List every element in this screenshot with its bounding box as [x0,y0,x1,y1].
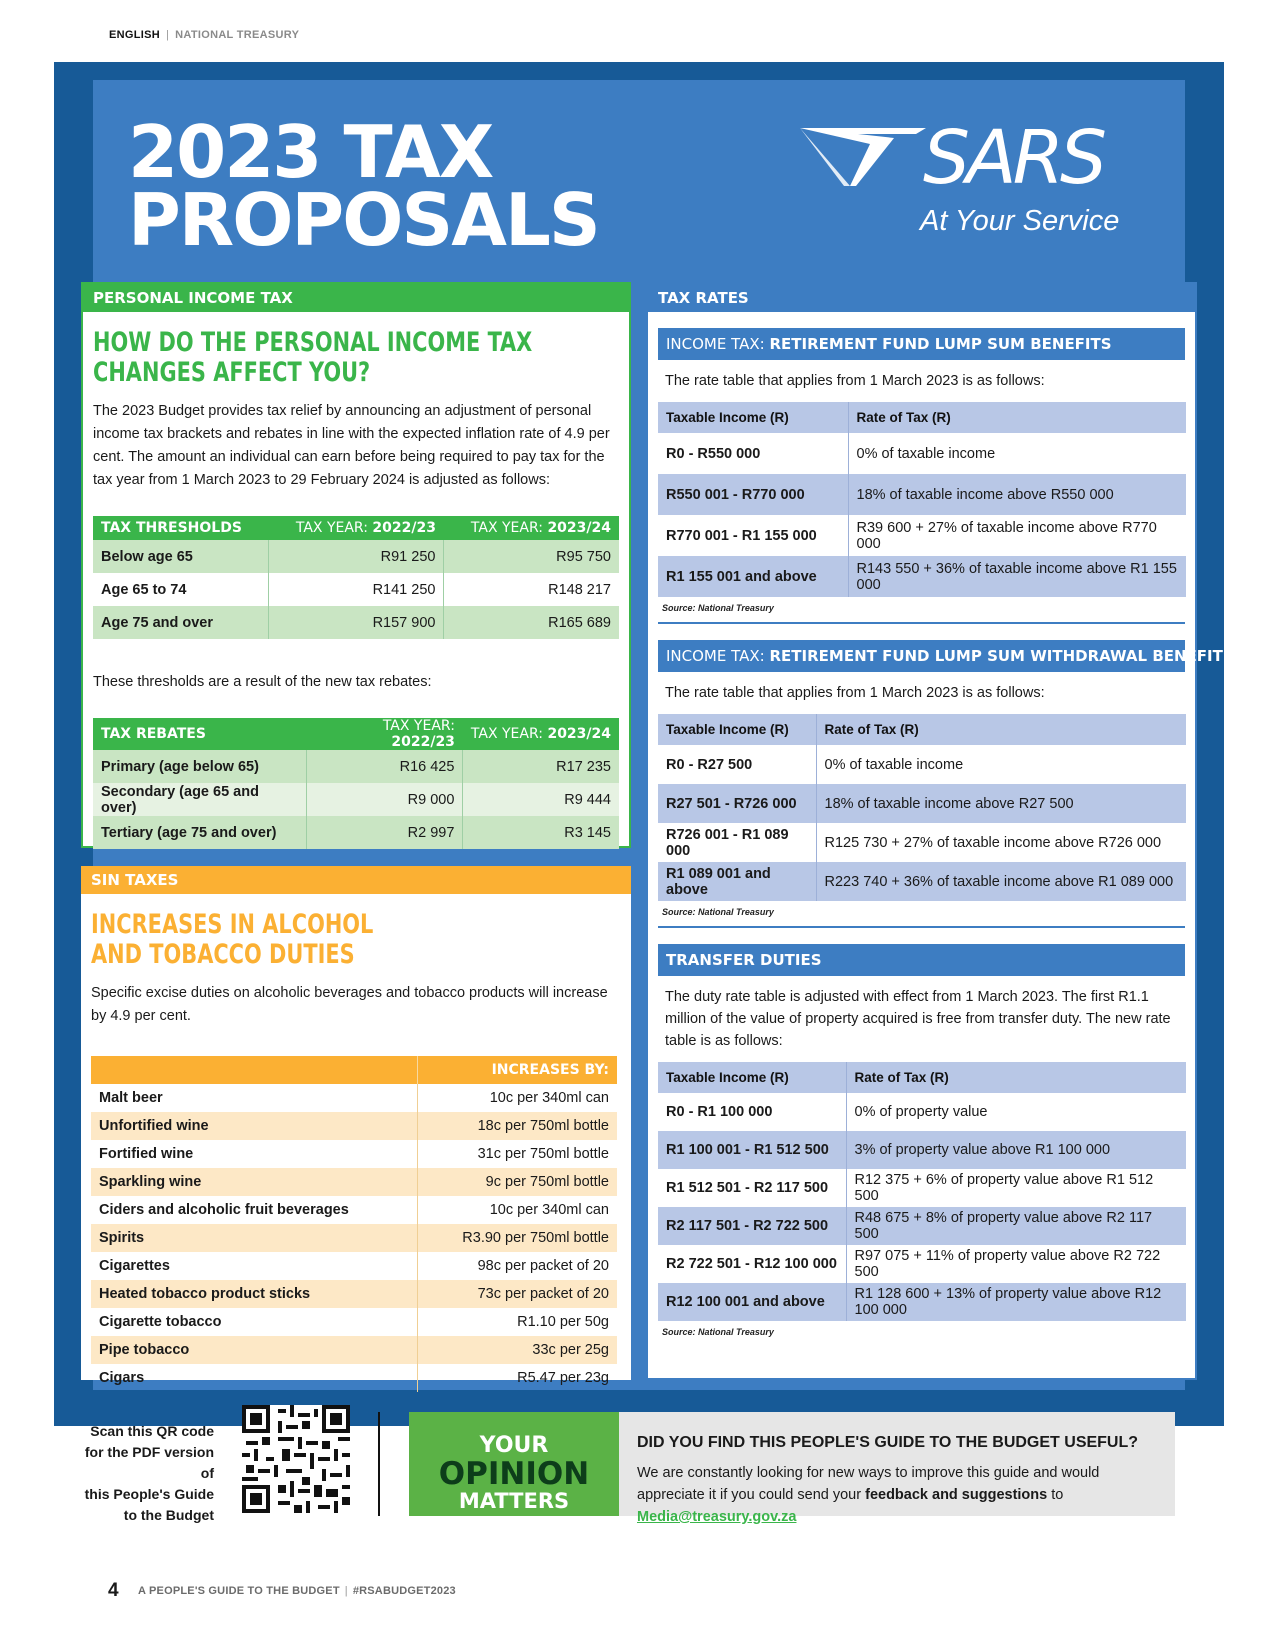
row-label: Below age 65 [93,540,269,573]
table-row [91,1280,617,1308]
row-rate: R48 675 + 8% of property value above R2 117 500 [846,1207,1186,1245]
table-row [91,1168,617,1196]
row-value: 98c per packet of 20 [477,1258,609,1274]
lump-sum-intro: The rate table that applies from 1 March 2023 is as follows: [665,373,1045,389]
row-rate: R12 375 + 6% of property value above R1 512 500 [846,1169,1186,1207]
row-label: Cigarettes [91,1252,417,1280]
table-row [91,1336,617,1364]
row-income: R1 089 001 and above [658,862,816,901]
row-rate: 3% of property value above R1 100 000 [846,1131,1186,1169]
row-value: R3.90 per 750ml bottle [417,1224,617,1252]
source-note: Source: National Treasury [662,907,774,917]
opinion-line: OPINION [438,1456,590,1492]
qr-caption [70,1421,214,1526]
feedback-text: We are constantly looking for new ways to improve this guide and would appreciate it if you could send your feedback and suggestions to Media@treasury.gov.za [637,1465,1100,1525]
personal-title-line-2: CHANGES AFFECT YOU? [93,357,371,388]
row-value: R141 250 [269,573,444,606]
row-income: R0 - R1 100 000 [666,1104,773,1120]
table-row [93,540,619,573]
feedback-box [619,1412,1175,1525]
table-row [93,783,619,816]
lump-sum-table [658,402,1186,597]
source-note: Source: National Treasury [662,603,774,613]
row-value: R16 425 [307,750,463,783]
row-rate: 0% of taxable income [816,745,1186,784]
table-row [658,556,1186,597]
personal-income-tax-panel [81,282,631,848]
row-rate: R223 740 + 36% of taxable income above R1 089 000 [816,862,1186,901]
table-row [91,1364,617,1392]
col-head: Taxable Income (R) [658,714,816,745]
row-income: R0 - R550 000 [666,445,761,462]
table-row [91,1252,617,1280]
sin-taxes-panel [81,866,631,1386]
table-row [91,1224,617,1252]
row-label: Malt beer [91,1084,417,1112]
table-row [91,1196,617,1224]
thresholds-table [93,516,619,639]
transfer-heading: TRANSFER DUTIES [658,944,1185,976]
rates-tag: TAX RATES [648,284,1195,312]
row-rate: 18% of taxable income above R550 000 [848,474,1186,515]
row-value: R9 444 [463,783,619,816]
transfer-intro: The duty rate table is adjusted with effect from 1 March 2023. The first R1.1 million of the value of property acquired is free from transfer duty. The new rate table is as follows: [665,989,1171,1049]
rebates-head: TAX REBATES [93,718,307,750]
table-row [91,1308,617,1336]
row-label: Fortified wine [91,1140,417,1168]
withdrawal-intro: The rate table that applies from 1 March 2023 is as follows: [665,685,1045,701]
col-head: Rate of Tax (R) [816,714,1186,745]
row-label: Secondary (age 65 and over) [93,783,307,816]
row-income: R770 001 - R1 155 000 [666,527,817,544]
divider [658,622,1185,624]
row-rate: 0% of taxable income [848,433,1186,474]
row-value: R1.10 per 50g [517,1314,609,1330]
row-label: Unfortified wine [91,1112,417,1140]
table-row [91,1140,617,1168]
rebates-col1: TAX YEAR: 2022/23 [307,718,463,750]
personal-intro: The 2023 Budget provides tax relief by announcing an adjustment of personal income tax brackets and rebates in line with the expected inflation rate of 4.9 per cent. The amount an individual can earn before being required to pay tax for the tax year from 1 March 2023 to 29 February 2024 is adjusted as follows: [93,403,610,488]
divider [378,1412,380,1516]
row-label: Spirits [91,1224,417,1252]
row-income: R27 501 - R726 000 [658,784,816,823]
tax-rates-panel [646,282,1234,1380]
row-value: R91 250 [269,540,444,573]
table-row [658,1207,1186,1245]
row-rate: R125 730 + 27% of taxable income above R726 000 [816,823,1186,862]
personal-tag: PERSONAL INCOME TAX [83,284,629,312]
row-value: R9 000 [307,783,463,816]
language-label: ENGLISH [109,29,160,41]
opinion-line: MATTERS [458,1489,570,1513]
transfer-table [658,1062,1186,1321]
thresholds-col2: TAX YEAR: 2023/24 [444,516,619,540]
table-row [658,474,1186,515]
row-value: 10c per 340ml can [489,1090,609,1106]
table-row [93,573,619,606]
row-value: R2 997 [307,816,463,849]
opinion-line: YOUR [479,1433,549,1458]
rebates-table [93,718,619,849]
row-rate: R1 128 600 + 13% of property value above R12 100 000 [846,1283,1186,1321]
row-value: 73c per packet of 20 [417,1280,617,1308]
page-footer: A PEOPLE'S GUIDE TO THE BUDGET | #RSABUDGET2023 [138,1585,456,1597]
org-label: NATIONAL TREASURY [175,29,300,41]
col-head: Taxable Income (R) [658,402,848,433]
sin-col-head: INCREASES BY: [417,1056,617,1084]
divider [658,926,1185,928]
table-row [658,1131,1186,1169]
row-label: Primary (age below 65) [93,750,307,783]
opinion-badge [409,1412,619,1516]
row-income: R2 722 501 - R12 100 000 [666,1256,837,1272]
table-row [93,606,619,639]
row-label: Pipe tobacco [91,1336,417,1364]
row-value: R3 145 [463,816,619,849]
table-row [658,515,1186,556]
table-row [658,1169,1186,1207]
row-value: R95 750 [444,540,619,573]
table-row [658,745,1186,784]
table-row [658,1245,1186,1283]
row-label: Age 75 and over [93,606,269,639]
page-number: 4 [108,1580,119,1601]
row-label: Sparkling wine [91,1168,417,1196]
qr-caption-line: for the PDF version of [84,1444,214,1481]
thresholds-col1: TAX YEAR: 2022/23 [269,516,444,540]
personal-title-line-1: HOW DO THE PERSONAL INCOME TAX [93,327,533,358]
sars-swoosh-icon [798,124,928,194]
row-value: R157 900 [269,606,444,639]
table-row [658,823,1186,862]
qr-caption-line: to the Budget [123,1507,214,1523]
row-label: Age 65 to 74 [101,581,187,598]
table-row [658,1093,1186,1131]
source-note: Source: National Treasury [662,1327,774,1337]
row-rate: R39 600 + 27% of taxable income above R770 000 [848,515,1186,556]
sin-title [91,910,555,970]
row-value: 31c per 750ml bottle [477,1146,609,1162]
page-title [128,110,599,262]
top-label [109,29,299,41]
table-row [658,784,1186,823]
qr-caption-line: this People's Guide [84,1486,214,1502]
row-income: R0 - R27 500 [666,756,753,773]
table-row [658,433,1186,474]
col-head: Rate of Tax (R) [848,402,1186,433]
row-income: R2 117 501 - R2 722 500 [658,1207,846,1245]
row-value: R165 689 [444,606,619,639]
sin-table [91,1056,617,1392]
rebates-col2: TAX YEAR: 2023/24 [463,718,619,750]
row-rate: R143 550 + 36% of taxable income above R1 155 000 [848,556,1186,597]
personal-title [93,328,554,388]
row-value: R148 217 [444,573,619,606]
row-income: R1 512 501 - R2 117 500 [666,1180,829,1196]
feedback-question: DID YOU FIND THIS PEOPLE'S GUIDE TO THE BUDGET USEFUL? [637,1434,1139,1451]
withdrawal-table [658,714,1186,901]
sin-tag: SIN TAXES [81,866,631,894]
col-head: Taxable Income (R) [658,1062,846,1093]
row-value: 18c per 750ml bottle [417,1112,617,1140]
row-label: Cigarette tobacco [91,1308,417,1336]
logo-tagline: At Your Service [920,205,1120,237]
table-row [658,1283,1186,1321]
thresholds-head: TAX THRESHOLDS [93,516,269,540]
row-label: Cigars [91,1364,417,1392]
row-value: 9c per 750ml bottle [417,1168,617,1196]
lump-sum-heading: INCOME TAX: RETIREMENT FUND LUMP SUM BENEFITS [658,328,1185,360]
table-row [91,1084,617,1112]
sars-logo [798,115,1150,242]
email-link[interactable]: Media@treasury.gov.za [637,1509,797,1525]
sin-title-line-2: AND TOBACCO DUTIES [91,939,355,970]
table-row [91,1112,617,1140]
sin-title-line-1: INCREASES IN ALCOHOL [91,909,374,940]
row-income: R1 100 001 - R1 512 500 [658,1131,846,1169]
row-rate: 0% of property value [846,1093,1186,1131]
withdrawal-heading: INCOME TAX: RETIREMENT FUND LUMP SUM WITHDRAWAL BENEFITS [658,640,1185,672]
row-rate: R97 075 + 11% of property value above R2 722 500 [846,1245,1186,1283]
row-rate: 18% of taxable income above R27 500 [816,784,1186,823]
row-income: R1 155 001 and above [658,556,848,597]
row-label: Tertiary (age 75 and over) [93,816,307,849]
separator: | [166,29,170,41]
row-label: Ciders and alcoholic fruit beverages [91,1196,417,1224]
title-line-2: PROPOSALS [128,178,599,262]
row-value: 10c per 340ml can [489,1202,609,1218]
row-value: 33c per 25g [417,1336,617,1364]
logo-text: SARS [923,115,1103,201]
row-label: Heated tobacco product sticks [91,1280,417,1308]
table-row [658,862,1186,901]
qr-code-icon[interactable] [242,1405,350,1513]
rebates-intro: These thresholds are a result of the new tax rebates: [93,674,432,690]
row-income: R550 001 - R770 000 [658,474,848,515]
title-line-1: 2023 TAX [128,110,493,194]
row-income: R726 001 - R1 089 000 [666,826,789,859]
qr-caption-line: Scan this QR code [90,1423,214,1439]
row-income: R12 100 001 and above [658,1283,846,1321]
sin-intro: Specific excise duties on alcoholic beverages and tobacco products will increase by 4.9 per cent. [91,985,608,1024]
table-row [93,750,619,783]
row-value: R17 235 [463,750,619,783]
table-row [93,816,619,849]
row-value: R5.47 per 23g [517,1370,609,1386]
col-head: Rate of Tax (R) [846,1062,1186,1093]
sin-blank-head [91,1056,417,1084]
